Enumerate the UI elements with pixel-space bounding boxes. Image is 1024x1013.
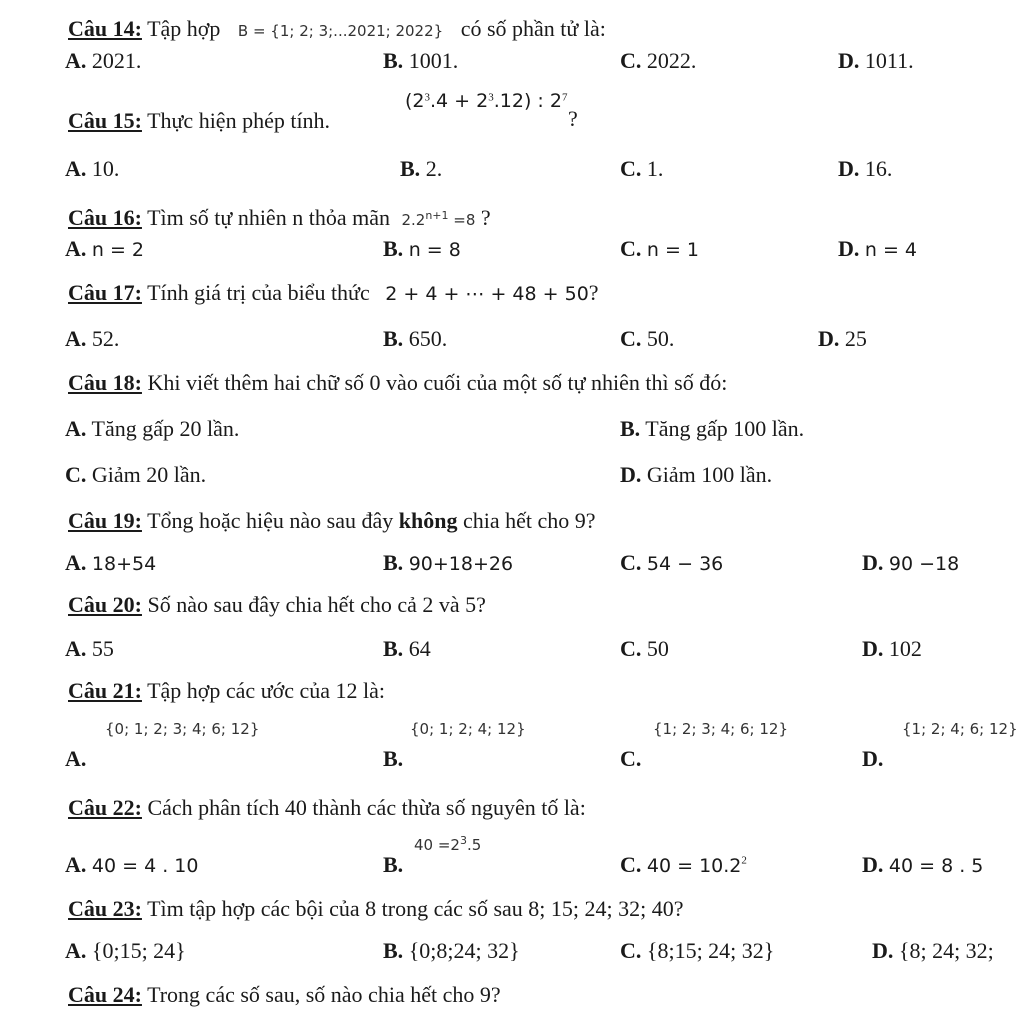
question-16 [68,205,491,231]
q20-option-d[interactable]: D. 102 [862,636,922,661]
q18-option-d[interactable]: D. Giảm 100 lần. [620,462,773,487]
q21-option-a-letter[interactable]: A. [65,746,87,771]
question-22 [68,795,586,821]
question-label: Câu 20: [68,592,142,617]
question-15 [68,108,330,134]
q16-option-d[interactable]: D. n = 4 [838,236,918,261]
question-label: Câu 23: [68,896,142,921]
q18-option-c[interactable]: C. Giảm 20 lần. [65,462,207,487]
q21-option-b-letter[interactable]: B. [383,746,404,771]
q19-option-a[interactable]: A. 18+54 [65,550,157,575]
question-text: Cách phân tích 40 thành các thừa số nguyên tố là: [147,795,586,820]
q17-option-c[interactable]: C. 50. [620,326,675,351]
question-text: Tập hợp các ước của 12 là: [147,678,386,703]
q21-option-a[interactable]: {0; 1; 2; 3; 4; 6; 12} [105,720,260,738]
formula: $(2^3.4 + 2^3.12)$ : $2^7$ [405,90,568,112]
q14-option-b[interactable]: B. 1001. [383,48,459,73]
q14-option-d[interactable]: D. 1011. [838,48,914,73]
question-24 [68,982,501,1008]
question-tail: ? [480,205,491,230]
formula: B = {1; 2; 3;...2021; 2022} [237,22,444,40]
q16-option-a[interactable]: A. n = 2 [65,236,145,261]
q14-option-a[interactable]: A. 2021. [65,48,142,73]
question-text: Tìm số tự nhiên n thỏa mãn [147,205,390,230]
q22-option-d[interactable]: D. 40 = 8 . 5 [862,852,984,877]
question-text: Số nào sau đây chia hết cho cả 2 và 5? [147,592,486,617]
q19-option-c[interactable]: C. 54 − 36 [620,550,724,575]
q17-option-d[interactable]: D. 25 [818,326,867,351]
q23-option-b[interactable]: B. {0;8;24; 32} [383,938,520,963]
q18-option-a[interactable]: A. Tăng gấp 20 lần. [65,416,240,441]
question-text: Tập hợp [147,16,221,41]
question-emphasis: không [398,508,458,533]
question-text-after: có số phần tử là: [460,16,606,41]
q21-option-d-letter[interactable]: D. [862,746,884,771]
question-19 [68,508,596,534]
q17-option-b[interactable]: B. 650. [383,326,448,351]
question-text-after: chia hết cho 9? [462,508,596,533]
question-text: Trong các số sau, số nào chia hết cho 9? [147,982,501,1007]
question-label: Câu 16: [68,205,142,230]
question-label: Câu 19: [68,508,142,533]
question-tail: ? [588,280,599,305]
question-20 [68,592,486,618]
q15-option-c[interactable]: C. 1. [620,156,664,181]
question-18 [68,370,727,396]
q17-option-a[interactable]: A. 52. [65,326,120,351]
q22-option-b-letter[interactable]: B. [383,852,404,877]
q15-option-d[interactable]: D. 16. [838,156,893,181]
q19-option-b[interactable]: B. 90+18+26 [383,550,514,575]
q22-option-b[interactable]: $40 =2^3.5$ [414,834,482,854]
q20-option-a[interactable]: A. 55 [65,636,114,661]
question-text: Khi viết thêm hai chữ số 0 vào cuối của một số tự nhiên thì số đó: [147,370,728,395]
formula: $2.2^{n+1} =8$ [401,209,476,229]
q21-option-c[interactable]: {1; 2; 3; 4; 6; 12} [653,720,788,738]
q23-option-c[interactable]: C. {8;15; 24; 32} [620,938,775,963]
question-23 [68,896,684,922]
q16-option-b[interactable]: B. n = 8 [383,236,461,261]
question-tail: ? [568,106,578,131]
question-label: Câu 21: [68,678,142,703]
q15-option-a[interactable]: A. 10. [65,156,120,181]
q19-option-d[interactable]: D. 90 −18 [862,550,960,575]
formula: 2 + 4 + ⋯ + 48 + 50 [385,283,589,305]
q20-option-c[interactable]: C. 50 [620,636,669,661]
question-text: Thực hiện phép tính. [147,108,331,133]
question-label: Câu 24: [68,982,142,1007]
question-label: Câu 15: [68,108,142,133]
question-14 [68,16,606,42]
q23-option-d[interactable]: D. {8; 24; 32; [872,938,994,963]
q23-option-a[interactable]: A. {0;15; 24} [65,938,186,963]
q20-option-b[interactable]: B. 64 [383,636,431,661]
question-label: Câu 17: [68,280,142,305]
question-label: Câu 22: [68,795,142,820]
q14-option-c[interactable]: C. 2022. [620,48,697,73]
q21-option-b[interactable]: {0; 1; 2; 4; 12} [410,720,526,738]
question-21 [68,678,385,704]
question-label: Câu 14: [68,16,142,41]
q22-option-a[interactable]: A. 40 = 4 . 10 [65,852,199,877]
q18-option-b[interactable]: B. Tăng gấp 100 lần. [620,416,805,441]
question-label: Câu 18: [68,370,142,395]
question-text: Tính giá trị của biểu thức [147,280,370,305]
q21-option-c-letter[interactable]: C. [620,746,642,771]
question-text: Tổng hoặc hiệu nào sau đây [147,508,394,533]
question-17 [68,280,599,306]
question-text: Tìm tập hợp các bội của 8 trong các số sau 8; 15; 24; 32; 40? [147,896,684,921]
q22-option-c[interactable]: C. $40 = 10.2^2$ [620,852,747,877]
q16-option-c[interactable]: C. n = 1 [620,236,700,261]
q21-option-d[interactable]: {1; 2; 4; 6; 12} [902,720,1018,738]
q15-option-b[interactable]: B. 2. [400,156,443,181]
